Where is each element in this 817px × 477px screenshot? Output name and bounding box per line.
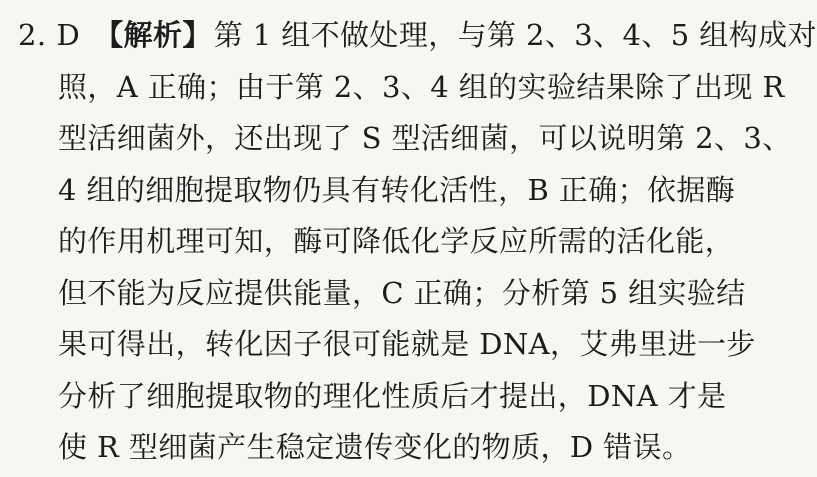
- text-line-5: 的作用机理可知，酶可降低化学反应所需的活化能，: [58, 224, 735, 258]
- text-line-7: 果可得出，转化因子很可能就是 DNA，艾弗里进一步: [58, 327, 756, 361]
- analysis-tag: 【解析】: [94, 18, 212, 52]
- text-line-4: 4 组的细胞提取物仍具有转化活性，B 正确；依据酶: [58, 172, 736, 207]
- text-line-8: 分析了细胞提取物的理化性质后才提出，DNA 才是: [58, 378, 727, 413]
- text-line-9: 使 R 型细菌产生稳定遗传变化的物质，D 错误。: [58, 430, 692, 464]
- question-number: 2.: [18, 18, 47, 52]
- text-line-content: 第 1 组不做处理，与第 2、3、4、5 组构成对: [213, 18, 817, 52]
- text-line-2: 照，A 正确；由于第 2、3、4 组的实验结果除了出现 R: [58, 69, 785, 104]
- text-line-3: 型活细菌外，还出现了 S 型活细菌，可以说明第 2、3、: [58, 121, 792, 155]
- text-line-6: 但不能为反应提供能量，C 正确；分析第 5 组实验结: [58, 275, 746, 310]
- text-line-1: [18, 10, 817, 62]
- answer-letter: D: [56, 18, 81, 52]
